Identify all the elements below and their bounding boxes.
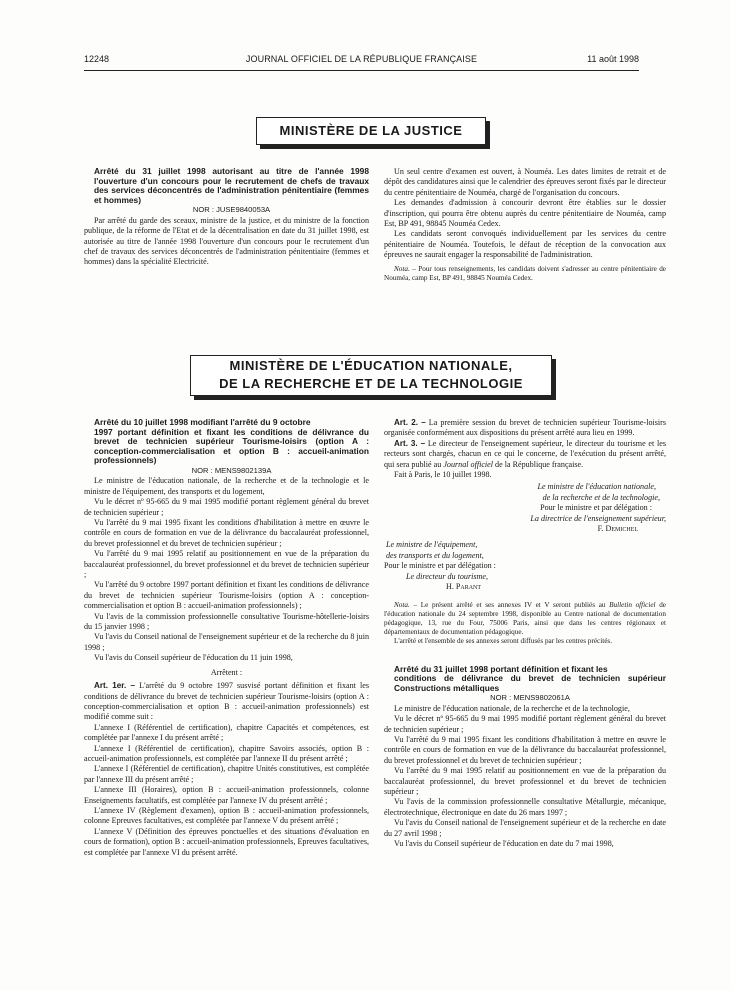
fait-a-paris: Fait à Paris, le 10 juillet 1998. [394,470,492,480]
visa-paragraph: Le ministre de l'éducation nationale, de la recherche et de la technologie et le ministre de l'équipement, des transports et du logement, [84,476,369,496]
visa-paragraph: Vu l'arrêté du 9 octobre 1997 portant définition et fixant les conditions de délivrance du brevet de technicien supérieur Tourisme-loisirs (option A : conception-commercialisation et option B : accueil-animation professionnels) ; [84,580,369,611]
annex-item: L'annexe I (Référentiel de certification), chapitre Savoirs associés, option B : accueil-animation professionnels, est complétée par l'annexe II du présent arrêté ; [84,743,369,763]
signature-block-education: Le ministre de l'éducation nationale, de la recherche et de la technologie, Pour le ministre et par délégation : La directrice de l'enseignement supérieur, F. Demichel [530,482,666,534]
justice-article-left [84,167,369,268]
justice-para-4: Les candidats seront convoqués individuellement par les services du centre pénitentiaire de Nouméa. Toutefois, le défaut de réception de la convocation aux épreuves ne saurait engager la responsabilité de l'administration. [384,229,666,260]
education-note-2: L'arrêté et l'ensemble de ses annexes seront diffusés par les centres précités. [394,637,612,646]
article-1: Art. 1er. – L'arrêté du 9 octobre 1997 susvisé portant définition et fixant les conditions de délivrance du brevet de technicien supérieur Tourisme-loisirs (option A : conception-commercialisation et option B : accueil-animation professionnels) est modifié comme suit : [84,681,369,722]
justice-note: Nota. – Pour tous renseignements, les candidats doivent s'adresser au centre pénitentiaire de Nouméa, camp Est, BP 491, 98845 Nouméa Cedex. [384,264,666,282]
visa-paragraph: Vu l'avis du Conseil supérieur de l'éducation en date du 7 mai 1998, [394,838,614,848]
ministry-justice-heading: MINISTÈRE DE LA JUSTICE [256,117,486,145]
justice-article-title: Arrêté du 31 juillet 1998 autorisant au titre de l'année 1998 l'ouverture d'un concours pour le recrutement de chefs de travaux des services déconcentrés de l'administration pénitentiaire (femmes et hommes) [94,166,369,205]
education-article-1-right [384,418,666,849]
signature-block-equipement: Le ministre de l'équipement, des transports et du logement, Pour le ministre et par délégation : Le directeur du tourisme, H. Parant [384,540,496,592]
justice-article-right [384,167,666,283]
article-3: Art. 3. – Le directeur de l'enseignement supérieur, le directeur du tourisme et les recteurs sont chargés, chacun en ce qui le concerne, de l'exécution du présent arrêté, qui sera publié au Journal officiel de la République française. [384,438,666,469]
annex-item: L'annexe V (Définition des épreuves ponctuelles et des situations d'évaluation en cours de formation), option B : accueil-animation professionnels, Epreuves facultatives, est complétée par l'annexe VI du présent arrêté. [84,826,369,857]
annex-item: L'annexe IV (Règlement d'examen), option B : accueil-animation professionnels, colonne Epreuves facultatives, est complétée par l'annexe V du présent arrêté ; [84,805,369,826]
education-article-1-left [84,418,369,858]
issue-date: 11 août 1998 [587,54,639,64]
page-number: 12248 [84,54,110,64]
visa-paragraph: Vu l'arrêté du 9 mai 1995 fixant les conditions d'habilitation à mettre en œuvre le contrôle en cours de formation en vue de la délivrance du baccalauréat professionnel, du brevet professionnel et du brevet de technicien supérieur ; [384,734,666,765]
education-article-2-title: Arrêté du 31 juillet 1998 portant définition et fixant les conditions de délivrance du brevet de technicien supérieur Constructions métalliques [394,663,666,693]
visa-paragraph: Vu l'avis du Conseil national de l'enseignement supérieur et de la recherche du 8 juin 1998 ; [84,632,369,652]
justice-nor: NOR : JUSE9840053A [192,205,271,215]
visa-paragraph: Vu le décret nº 95-665 du 9 mai 1995 modifié portant règlement général du brevet de technicien supérieur ; [384,714,666,734]
visa-paragraph: Vu l'avis du Conseil national de l'enseignement supérieur et de la recherche en date du 27 avril 1998 ; [384,818,666,838]
education-article-1-nor: NOR : MENS9802139A [191,465,272,475]
arretent-heading: Arrêtent : [210,667,243,677]
visa-paragraph: Vu l'avis de la commission professionnelle consultative Tourisme-hôtellerie-loisirs du 15 janvier 1998 ; [84,611,369,632]
running-header [84,54,639,68]
annex-item: L'annexe III (Horaires), option B : accueil-animation professionnels, colonne Enseignements facultatifs, est complétée par l'annexe IV du présent arrêté ; [84,785,369,805]
education-article-2-nor: NOR : MENS9802061A [490,693,570,703]
visa-paragraph: Vu l'arrêté du 9 mai 1995 relatif au positionnement en vue de la préparation du baccalauréat professionnel, du brevet professionnel et du brevet de technicien supérieur ; [384,766,666,796]
article-2: Art. 2. – La première session du brevet de technicien supérieur Tourisme-loisirs organisée conformément aux dispositions du présent arrêté aura lieu en 1999. [384,418,666,438]
justice-para-1: Par arrêté du garde des sceaux, ministre de la justice, et du ministre de la fonction publique, de la réforme de l'Etat et de la décentralisation en date du 31 juillet 1998, est autorisée au titre de l'année 1998 l'ouverture d'un concours pour le recrutement d'un chef de travaux des services déconcentrés de l'administration pénitentiaire (femmes et hommes) dans la spécialité Electricité. [84,215,369,267]
education-article-1-title: Arrêté du 10 juillet 1998 modifiant l'arrêté du 9 octobre 1997 portant définition et fixant les conditions de délivrance du brevet de technicien supérieur Tourisme-loisirs (option A : conception-commercialisation et option B : accueil-animation professionnels) [94,417,369,466]
header-rule [84,70,639,71]
visa-paragraph: Vu l'avis du Conseil supérieur de l'éducation du 11 juin 1998, [94,653,293,663]
annex-item: L'annexe I (Référentiel de certification), chapitre Capacités et compétences, est complétée par l'annexe I du présent arrêté ; [84,722,369,743]
annex-item: L'annexe I (Référentiel de certification), chapitre Unités constitutives, est complétée par l'annexe III du présent arrêté ; [84,764,369,784]
justice-para-3: Les demandes d'admission à concourir devront être établies sur le dossier d'inscription, qui pourra être obtenu auprès du centre pénitentiaire de Nouméa, camp Est, BP 491, 98845 Nouméa Cedex. [384,198,666,229]
visa-paragraph: Vu l'arrêté du 9 mai 1995 fixant les conditions d'habilitation à mettre en œuvre le contrôle en cours de formation en vue de la délivrance du baccalauréat professionnel, du brevet professionnel et du brevet de technicien supérieur ; [84,518,369,548]
visa-paragraph: Vu l'avis de la commission professionnelle consultative Métallurgie, mécanique, électrotechnique, électronique en date du 26 mars 1997 ; [384,797,666,817]
visa-paragraph: Vu l'arrêté du 9 mai 1995 relatif au positionnement en vue de la préparation du baccalauréat professionnel, du brevet professionnel et du brevet de technicien supérieur ; [84,549,369,580]
ministry-education-heading: MINISTÈRE DE L'ÉDUCATION NATIONALE, DE LA RECHERCHE ET DE LA TECHNOLOGIE [190,355,552,396]
visa-paragraph: Vu le décret nº 95-665 du 9 mai 1995 modifié portant règlement général du brevet de technicien supérieur ; [84,497,369,517]
visa-paragraph: Le ministre de l'éducation nationale, de la recherche et de la technologie, [394,703,630,713]
education-note: Nota. – Le présent arrêté et ses annexes IV et V seront publiés au Bulletin officiel de l'éducation nationale du 24 septembre 1998, disponible au Centre national de documentation pédagogique, 13, rue du Four, 75006 Paris, ainsi que dans les centres régionaux et départementaux de documentation pédagogique. [384,600,666,637]
journal-title: JOURNAL OFFICIEL DE LA RÉPUBLIQUE FRANÇAISE [245,54,478,64]
justice-para-2: Un seul centre d'examen est ouvert, à Nouméa. Les dates limites de retrait et de dépôt des candidatures ainsi que le calendrier des épreuves seront fixés par le directeur du centre pénitentiaire de Nouméa, chargé de l'organisation du concours. [384,167,666,197]
